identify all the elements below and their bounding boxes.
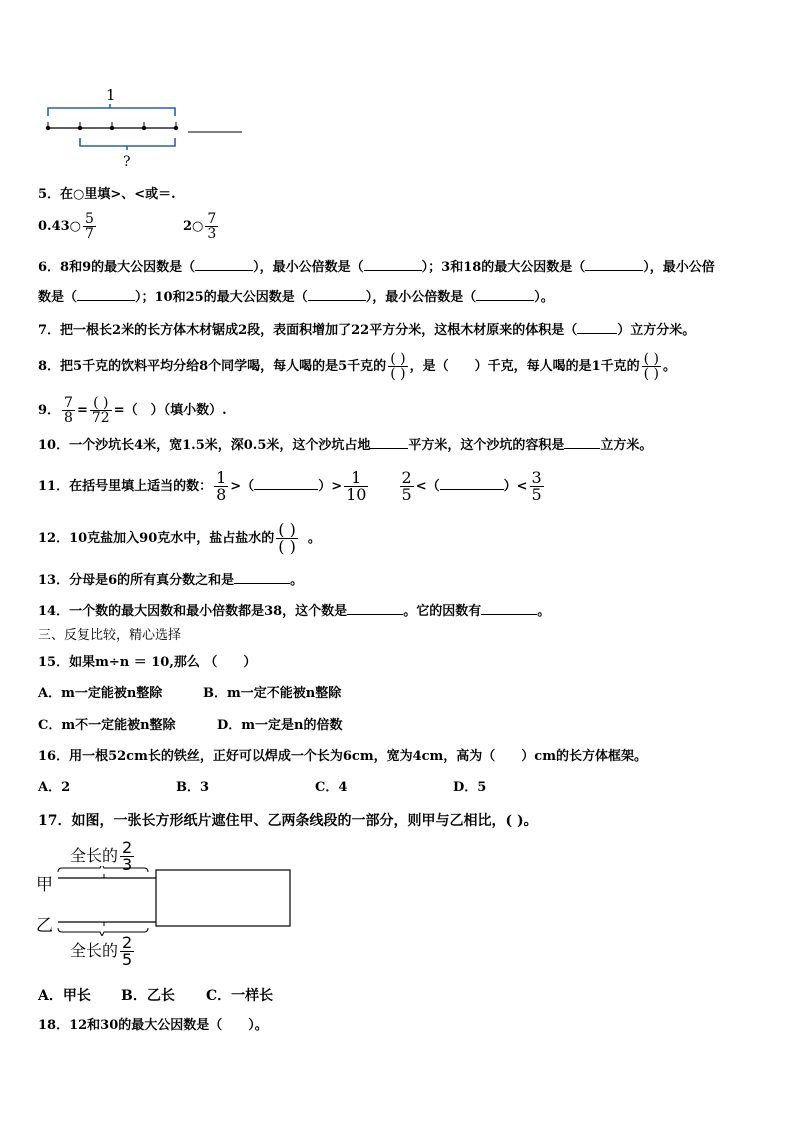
segments-drawing bbox=[56, 866, 296, 936]
jia-label: 甲 bbox=[36, 875, 53, 895]
q15-option-C: C．m不一定能被n整除 bbox=[38, 718, 176, 733]
question-11: 11．在括号里填上适当的数： $\frac{1}{8}$ >（ ）> $\frac{1}{10}$ $\frac{2}{5}$ <（ ）< $\frac{3}{5}$ bbox=[38, 468, 542, 504]
fraction-blank: $\frac{( )}{( )}$ bbox=[643, 351, 659, 382]
fraction-blank: $\frac{( )}{( )}$ bbox=[390, 351, 406, 382]
q17-figure bbox=[36, 840, 336, 970]
bottom-label: ? bbox=[123, 154, 131, 170]
q16-option-C: C．4 bbox=[315, 780, 348, 795]
fraction: $\frac{7}{8}$ bbox=[64, 395, 73, 426]
question-17: 17．如图，一张长方形纸片遮住甲、乙两条线段的一部分，则甲与乙相比，( )。 bbox=[38, 813, 538, 829]
q16-option-A: A．2 bbox=[38, 780, 71, 795]
q17-option-C: C．一样长 bbox=[206, 988, 274, 1004]
number-line-figure bbox=[38, 84, 258, 174]
fraction: $\frac{3}{5}$ bbox=[531, 468, 542, 504]
question-6-line1: 6．8和9的最大公因数是（ ），最小公倍数是（ ）；3和18的最大公因数是（ ），最小公倍 bbox=[38, 260, 715, 275]
bottom-fraction-label: 全长的 $\frac{2}{5}$ bbox=[70, 933, 133, 969]
yi-label: 乙 bbox=[36, 916, 53, 936]
question-9: 9． $\frac{7}{8}$ = $\frac{( )}{72}$ =（ ）（填小数）. bbox=[38, 395, 227, 426]
q16-option-D: D．5 bbox=[453, 780, 487, 795]
question-18: 18．12和30的最大公因数是（ ）。 bbox=[38, 1018, 268, 1033]
q15-option-D: D．m一定是n的倍数 bbox=[217, 718, 343, 733]
top-bracket bbox=[48, 108, 175, 116]
top-label: 1 bbox=[106, 86, 116, 104]
q17-option-B: B．乙长 bbox=[121, 988, 175, 1004]
fraction: $\frac{5}{7}$ bbox=[85, 211, 94, 242]
fraction: $\frac{1}{10}$ bbox=[346, 468, 367, 504]
question-16: 16．用一根52cm长的铁丝，正好可以焊成一个长为6cm，宽为4cm，高为（ ）cm的长方体框架。 bbox=[38, 749, 647, 764]
tick-points bbox=[46, 122, 178, 130]
fraction: $\frac{( )}{72}$ bbox=[91, 395, 110, 426]
question-6-line2: 数是（ ）；10和25的最大公因数是（ ），最小公倍数是（ ）。 bbox=[38, 290, 554, 305]
question-10: 10．一个沙坑长4米，宽1.5米，深0.5米，这个沙坑占地 平方米，这个沙坑的容积是 立方米。 bbox=[38, 438, 653, 453]
question-13: 13．分母是6的所有真分数之和是 。 bbox=[38, 573, 304, 588]
q15-option-A: A．m一定能被n整除 bbox=[38, 686, 163, 701]
question-12: 12．10克盐加入90克水中，盐占盐水的 $\frac{( )}{( )}$ 。 bbox=[38, 520, 321, 556]
fraction-blank: $\frac{( )}{( )}$ bbox=[278, 520, 296, 556]
top-fraction-label: 全长的 $\frac{2}{3}$ bbox=[70, 838, 133, 874]
fraction: $\frac{2}{5}$ bbox=[401, 468, 412, 504]
question-8: 8．把5千克的饮料平均分给8个同学喝，每人喝的是5千克的 $\frac{( )}{( )}$ ，是（ ）千克，每人喝的是1千克的 $\frac{( )}{( )}$ 。 bbox=[38, 351, 676, 382]
question-5: 5．在○里填>、<或＝. bbox=[38, 187, 176, 202]
jia-brace bbox=[58, 866, 148, 872]
question-5-items: 0.43○ $\frac{5}{7}$ 2○ $\frac{7}{3}$ bbox=[38, 211, 217, 242]
q16-option-B: B．3 bbox=[176, 780, 210, 795]
paper-rectangle bbox=[156, 870, 290, 926]
section-3-heading: 三、反复比较，精心选择 bbox=[38, 628, 182, 643]
question-14: 14．一个数的最大因数和最小倍数都是38，这个数是 。它的因数有 。 bbox=[38, 604, 551, 619]
bottom-bracket bbox=[80, 138, 175, 146]
q17-option-A: A．甲长 bbox=[38, 988, 91, 1004]
question-7: 7．把一根长2米的长方体木材锯成2段，表面积增加了22平方分米，这根木材原来的体积是（ ）立方分米。 bbox=[38, 323, 696, 338]
q15-option-B: B．m一定不能被n整除 bbox=[203, 686, 342, 701]
question-15: 15．如果m÷n ＝ 10,那么 （ ） bbox=[38, 655, 257, 670]
fraction: $\frac{1}{8}$ bbox=[216, 468, 227, 504]
fraction: $\frac{7}{3}$ bbox=[207, 211, 217, 242]
